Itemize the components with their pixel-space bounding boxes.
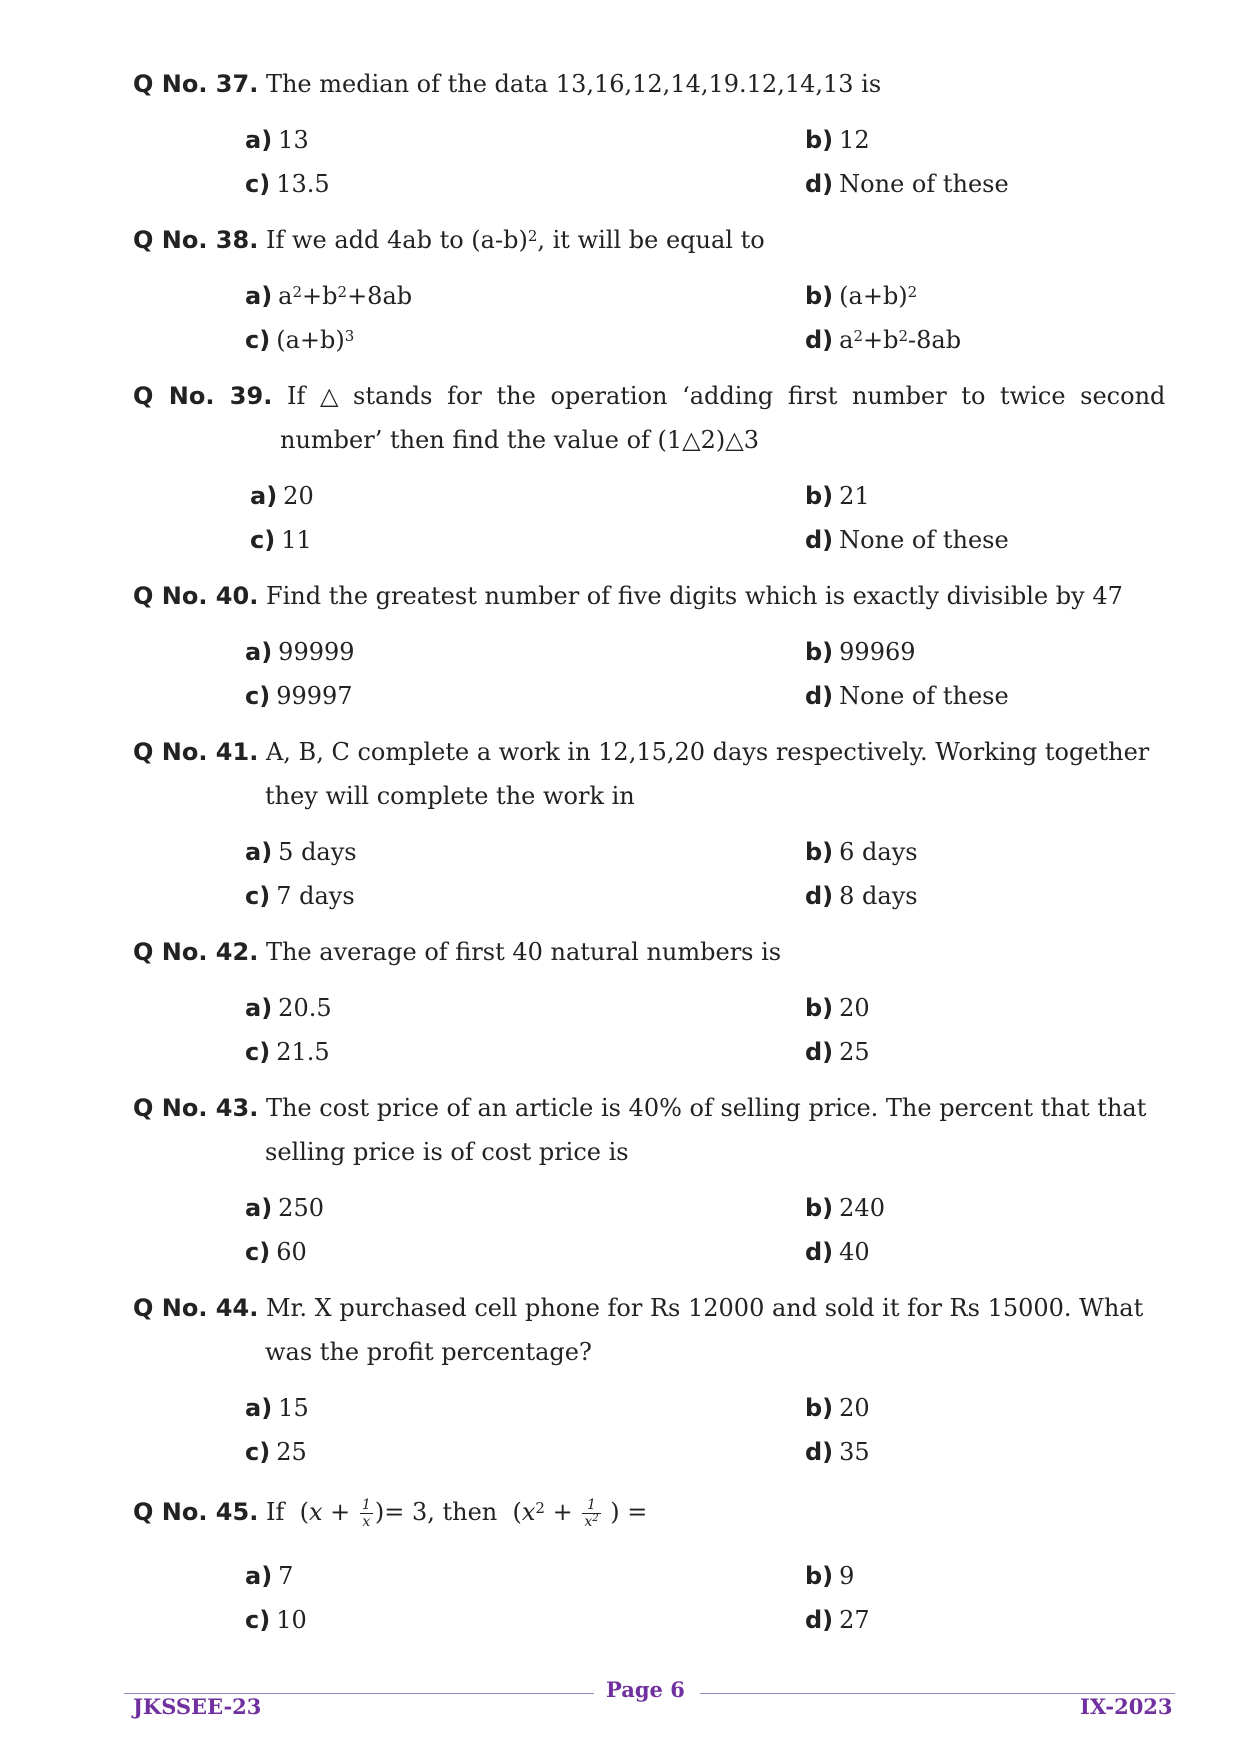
option-a[interactable]: a) 15 [245,1394,309,1422]
option-b[interactable]: b) 240 [805,1194,885,1222]
question-42 [133,930,1173,974]
option-c[interactable]: c) 99997 [245,682,353,710]
question-number: Q No. 42. [133,938,259,966]
page-number: Page 6 [606,1677,685,1702]
option-a[interactable]: a) 99999 [245,638,355,666]
question-text: If △ stands for the operation ‘adding first number to twice second [286,382,1166,410]
option-d[interactable]: d) None of these [805,170,1009,198]
option-a[interactable]: a) 20 [250,482,314,510]
option-a[interactable]: a) 250 [245,1194,324,1222]
option-c[interactable]: c) 11 [250,526,312,554]
option-d[interactable]: d) 40 [805,1238,870,1266]
option-c[interactable]: c) 7 days [245,882,355,910]
question-41 [133,730,1173,818]
option-c[interactable]: c) 60 [245,1238,307,1266]
option-b[interactable]: b) $(a+b)^2$ [805,282,918,310]
question-number: Q No. 38. [133,226,259,254]
option-a[interactable]: a) 7 [245,1562,294,1590]
question-38 [133,218,1173,262]
question-text: If (x + $\frac{1}{x}$ )= 3, then ($x^2$ + $\frac{1}{x^2}$ ) = [265,1497,648,1530]
option-b[interactable]: b) 20 [805,1394,870,1422]
option-b[interactable]: b) 12 [805,126,870,154]
question-37 [133,62,1173,106]
question-text: The average of first 40 natural numbers is [265,938,782,966]
question-text-continued: was the profit percentage? [265,1338,592,1366]
question-43 [133,1086,1173,1174]
question-39 [133,374,1173,462]
option-b[interactable]: b) 21 [805,482,870,510]
option-d[interactable]: d) 8 days [805,882,918,910]
question-number: Q No. 45. [133,1498,259,1526]
option-b[interactable]: b) 9 [805,1562,855,1590]
question-number: Q No. 40. [133,582,259,610]
option-c[interactable]: c) $(a+b)^3$ [245,326,355,354]
option-d[interactable]: d) None of these [805,682,1009,710]
option-c[interactable]: c) 25 [245,1438,307,1466]
option-c[interactable]: c) 10 [245,1606,307,1634]
option-a[interactable]: a) 13 [245,126,309,154]
question-40 [133,574,1173,618]
option-c[interactable]: c) 21.5 [245,1038,330,1066]
question-44 [133,1286,1173,1374]
question-text-continued: they will complete the work in [265,782,635,810]
question-45 [133,1490,1173,1534]
option-a[interactable]: a) $a^2+b^2+8ab$ [245,282,413,310]
option-d[interactable]: d) 25 [805,1038,870,1066]
question-number: Q No. 39. [133,382,273,410]
option-c[interactable]: c) 13.5 [245,170,330,198]
question-text: Mr. X purchased cell phone for Rs 12000 and sold it for Rs 15000. What [265,1294,1144,1322]
footer-class-code: IX-2023 [1080,1694,1173,1719]
option-d[interactable]: d) 35 [805,1438,870,1466]
question-text: Find the greatest number of five digits which is exactly divisible by 47 [265,582,1123,610]
option-a[interactable]: a) 5 days [245,838,357,866]
question-number: Q No. 43. [133,1094,259,1122]
option-b[interactable]: b) 6 days [805,838,918,866]
footer-exam-code: JKSSEE-23 [133,1694,262,1719]
question-text-continued: number’ then find the value of (1△2)△3 [280,426,759,454]
option-d[interactable]: d) None of these [805,526,1009,554]
question-number: Q No. 44. [133,1294,259,1322]
option-b[interactable]: b) 99969 [805,638,916,666]
question-text: The cost price of an article is 40% of selling price. The percent that that [265,1094,1147,1122]
option-b[interactable]: b) 20 [805,994,870,1022]
question-text: The median of the data 13,16,12,14,19.12,14,13 is [265,70,882,98]
question-number: Q No. 41. [133,738,259,766]
option-d[interactable]: d) 27 [805,1606,870,1634]
option-d[interactable]: d) $a^2+b^2-8ab$ [805,326,962,354]
question-text: If we add 4ab to $(a-b)^2$, it will be equal to [265,226,765,254]
question-text: A, B, C complete a work in 12,15,20 days respectively. Working together [265,738,1150,766]
option-a[interactable]: a) 20.5 [245,994,332,1022]
question-text-continued: selling price is of cost price is [265,1138,629,1166]
question-number: Q No. 37. [133,70,259,98]
